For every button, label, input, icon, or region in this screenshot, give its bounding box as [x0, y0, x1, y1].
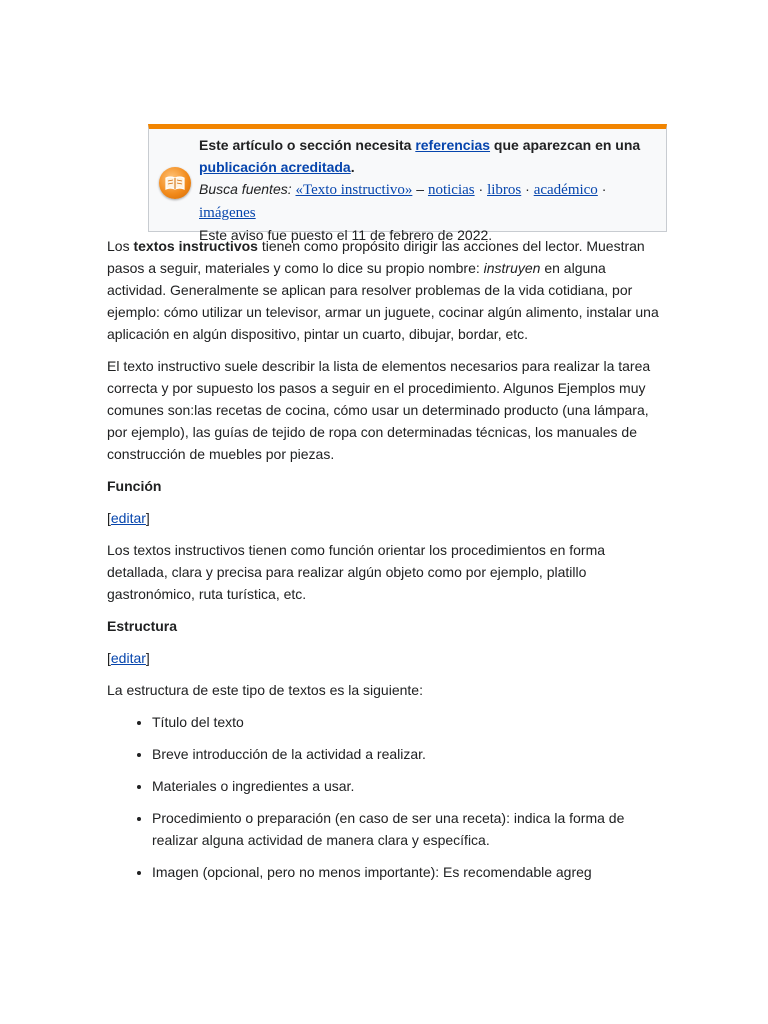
source-academico-link[interactable]: académico — [533, 182, 598, 198]
book-warning-icon — [159, 167, 191, 199]
section-heading-funcion: Función — [107, 478, 162, 494]
edit-link-funcion-wrapper: [editar] — [107, 510, 150, 526]
notice-title: Este artículo o sección necesita referencias que aparezcan en una publicación acreditada. — [199, 137, 641, 175]
edit-link-estructura[interactable]: editar — [110, 650, 146, 666]
referencias-link[interactable]: referencias — [415, 137, 491, 153]
list-item: • Imagen (opcional, pero no menos importante): Es recomendable agreg — [152, 861, 667, 883]
references-notice-box — [148, 124, 667, 243]
list-item: • Materiales o ingredientes a usar. — [152, 775, 667, 797]
notice-sources: Busca fuentes: «Texto instructivo» – noticias · libros · académico · imágenes — [199, 181, 607, 221]
funcion-paragraph: Los textos instructivos tienen como función orientar los procedimientos en forma detallada, clara y precisa para realizar algún objeto como por ejemplo, platillo gastronómico, ruta turística, etc. — [107, 542, 606, 602]
source-libros-link[interactable]: libros — [487, 182, 522, 198]
edit-link-estructura-wrapper: [editar] — [107, 650, 150, 666]
edit-link-funcion[interactable]: editar — [110, 510, 146, 526]
publicacion-acreditada-link[interactable]: publicación acreditada — [199, 159, 351, 175]
list-item: • Procedimiento o preparación (en caso de ser una receta): indica la forma de realizar alguna actividad de manera clara y específica. — [152, 807, 667, 851]
estructura-list — [107, 711, 667, 883]
second-paragraph: El texto instructivo suele describir la lista de elementos necesarios para realizar la tarea correcta y por supuesto los pasos a seguir en el procedimiento. Algunos Ejemplos muy comunes son:las recetas de cocina, cómo usar un determinado producto (una lámpara, por ejemplo), las guías de tejido de ropa con determinadas técnicas, los manuales de construcción de muebles por piezas. — [107, 358, 651, 462]
notice-date: Este aviso fue puesto el 11 de febrero de 2022. — [199, 227, 493, 243]
estructura-intro: La estructura de este tipo de textos es la siguiente: — [107, 682, 423, 698]
article-page — [107, 124, 667, 893]
source-main-link[interactable]: «Texto instructivo» — [295, 182, 413, 198]
article-content — [107, 235, 667, 883]
notice-text — [199, 134, 664, 246]
section-heading-estructura: Estructura — [107, 618, 178, 634]
source-imagenes-link[interactable]: imágenes — [199, 205, 256, 221]
intro-italic-term: instruyen — [483, 260, 541, 276]
intro-bold-term: textos instructivos — [133, 238, 258, 254]
list-item: • Breve introducción de la actividad a realizar. — [152, 743, 667, 765]
list-item: • Título del texto — [152, 711, 667, 733]
sources-label: Busca fuentes: — [199, 181, 292, 197]
intro-paragraph: Los textos instructivos tienen como propósito dirigir las acciones del lector. Muestran pasos a seguir, materiales y como lo dice su propio nombre: instruyen en alguna actividad. Generalmente se aplican para resolver problemas de la vida cotidiana, por ejemplo: cómo utilizar un televisor, armar un juguete, cocinar algún alimento, instalar una aplicación en algún dispositivo, pintar un cuarto, dibujar, bordar, etc. — [107, 238, 659, 342]
source-noticias-link[interactable]: noticias — [427, 182, 475, 198]
